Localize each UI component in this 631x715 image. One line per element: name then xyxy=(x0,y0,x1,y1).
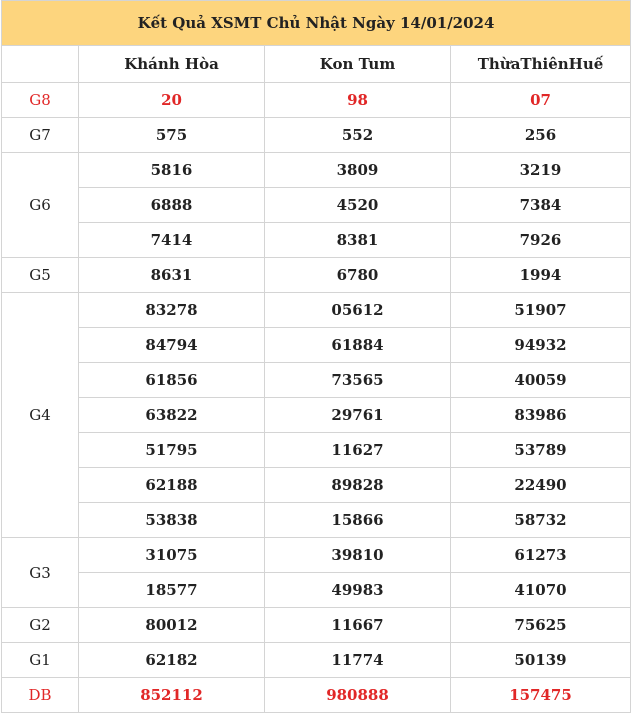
result-number: 6780 xyxy=(265,258,451,293)
result-number: 83986 xyxy=(451,398,631,433)
result-number: 53789 xyxy=(451,433,631,468)
result-number: 61884 xyxy=(265,328,451,363)
prize-row-g4 xyxy=(2,433,631,468)
result-number: 20 xyxy=(79,83,265,118)
result-number: 552 xyxy=(265,118,451,153)
province-header-kon-tum: Kon Tum xyxy=(265,46,451,83)
result-number: 94932 xyxy=(451,328,631,363)
province-header-thua-thien-hue: ThừaThiênHuế xyxy=(451,46,631,83)
result-number: 89828 xyxy=(265,468,451,503)
result-number: 11774 xyxy=(265,643,451,678)
result-number: 7414 xyxy=(79,223,265,258)
prize-label: G4 xyxy=(2,293,79,538)
result-number: 63822 xyxy=(79,398,265,433)
result-number: 75625 xyxy=(451,608,631,643)
result-number: 51907 xyxy=(451,293,631,328)
result-number: 58732 xyxy=(451,503,631,538)
result-number: 980888 xyxy=(265,678,451,713)
result-number: 62188 xyxy=(79,468,265,503)
result-number: 53838 xyxy=(79,503,265,538)
result-number: 8381 xyxy=(265,223,451,258)
prize-label: G7 xyxy=(2,118,79,153)
result-number: 40059 xyxy=(451,363,631,398)
result-number: 73565 xyxy=(265,363,451,398)
result-number: 50139 xyxy=(451,643,631,678)
result-number: 80012 xyxy=(79,608,265,643)
prize-label: G5 xyxy=(2,258,79,293)
result-number: 31075 xyxy=(79,538,265,573)
result-number: 61856 xyxy=(79,363,265,398)
result-number: 98 xyxy=(265,83,451,118)
prize-row-g6 xyxy=(2,223,631,258)
header-empty-cell xyxy=(2,46,79,83)
result-number: 852112 xyxy=(79,678,265,713)
result-number: 05612 xyxy=(265,293,451,328)
result-number: 256 xyxy=(451,118,631,153)
prize-row-g4 xyxy=(2,293,631,328)
result-number: 7384 xyxy=(451,188,631,223)
result-number: 15866 xyxy=(265,503,451,538)
result-number: 157475 xyxy=(451,678,631,713)
result-number: 11627 xyxy=(265,433,451,468)
result-number: 61273 xyxy=(451,538,631,573)
result-number: 41070 xyxy=(451,573,631,608)
result-number: 4520 xyxy=(265,188,451,223)
prize-row-g6 xyxy=(2,153,631,188)
table-title: Kết Quả XSMT Chủ Nhật Ngày 14/01/2024 xyxy=(2,1,631,46)
province-header-khanh-hoa: Khánh Hòa xyxy=(79,46,265,83)
prize-row-db xyxy=(2,678,631,713)
result-number: 3219 xyxy=(451,153,631,188)
prize-label: G2 xyxy=(2,608,79,643)
results-table xyxy=(1,0,631,713)
result-number: 8631 xyxy=(79,258,265,293)
prize-row-g6 xyxy=(2,188,631,223)
result-number: 5816 xyxy=(79,153,265,188)
prize-label: DB xyxy=(2,678,79,713)
result-number: 07 xyxy=(451,83,631,118)
title-row xyxy=(2,1,631,46)
prize-row-g4 xyxy=(2,328,631,363)
prize-row-g4 xyxy=(2,363,631,398)
result-number: 83278 xyxy=(79,293,265,328)
result-number: 18577 xyxy=(79,573,265,608)
prize-row-g1 xyxy=(2,643,631,678)
prize-row-g3 xyxy=(2,573,631,608)
prize-row-g4 xyxy=(2,503,631,538)
prize-row-g8 xyxy=(2,83,631,118)
prize-row-g7 xyxy=(2,118,631,153)
prize-row-g3 xyxy=(2,538,631,573)
prize-row-g5 xyxy=(2,258,631,293)
result-number: 29761 xyxy=(265,398,451,433)
prize-label: G6 xyxy=(2,153,79,258)
result-number: 62182 xyxy=(79,643,265,678)
prize-label: G3 xyxy=(2,538,79,608)
prize-label: G8 xyxy=(2,83,79,118)
result-number: 7926 xyxy=(451,223,631,258)
prize-row-g4 xyxy=(2,398,631,433)
result-number: 22490 xyxy=(451,468,631,503)
result-number: 11667 xyxy=(265,608,451,643)
result-number: 49983 xyxy=(265,573,451,608)
result-number: 3809 xyxy=(265,153,451,188)
header-row xyxy=(2,46,631,83)
prize-label: G1 xyxy=(2,643,79,678)
result-number: 39810 xyxy=(265,538,451,573)
result-number: 84794 xyxy=(79,328,265,363)
result-number: 51795 xyxy=(79,433,265,468)
result-number: 575 xyxy=(79,118,265,153)
result-number: 1994 xyxy=(451,258,631,293)
result-number: 6888 xyxy=(79,188,265,223)
prize-row-g2 xyxy=(2,608,631,643)
prize-row-g4 xyxy=(2,468,631,503)
